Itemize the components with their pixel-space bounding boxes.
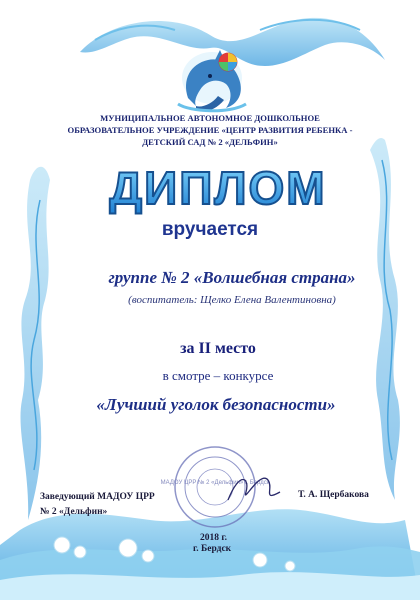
organization-line-3: ДЕТСКИЙ САД № 2 «ДЕЛЬФИН»	[142, 137, 278, 147]
place: за II место	[180, 340, 256, 357]
awarded-label: вручается	[161, 219, 259, 240]
signer-position	[40, 490, 155, 520]
diploma-title-text: ДИПЛОМ	[109, 162, 327, 214]
signer-position-line-2: № 2 «Дельфин»	[40, 507, 108, 517]
diploma-title	[0, 158, 420, 216]
organization-line-1: МУНИЦИПАЛЬНОЕ АВТОНОМНОЕ ДОШКОЛЬНОЕ	[100, 113, 320, 123]
issue-city: г. Бердск	[193, 544, 232, 554]
issue-year: 2018 г.	[200, 533, 227, 543]
signer-name: Т. А. Щербакова	[298, 490, 369, 500]
recipient: группе № 2 «Волшебная страна»	[108, 268, 356, 287]
signer-position-line-1: Заведующий МАДОУ ЦРР	[40, 492, 155, 502]
teacher-line: (воспитатель: Щелко Елена Валентиновна)	[128, 294, 336, 306]
organization-line-2: ОБРАЗОВАТЕЛЬНОЕ УЧРЕЖДЕНИЕ «ЦЕНТР РАЗВИТИЯ РЕБЕНКА -	[67, 125, 353, 135]
stamp-text: МАДОУ ЦРР № 2 «Дельфин» г. Бердск	[160, 480, 270, 486]
contest-label: в смотре – конкурсе	[162, 368, 274, 383]
organization-name	[0, 112, 420, 148]
dolphin-logo-icon	[178, 50, 246, 112]
contest-name: «Лучший уголок безопасности»	[96, 395, 336, 414]
